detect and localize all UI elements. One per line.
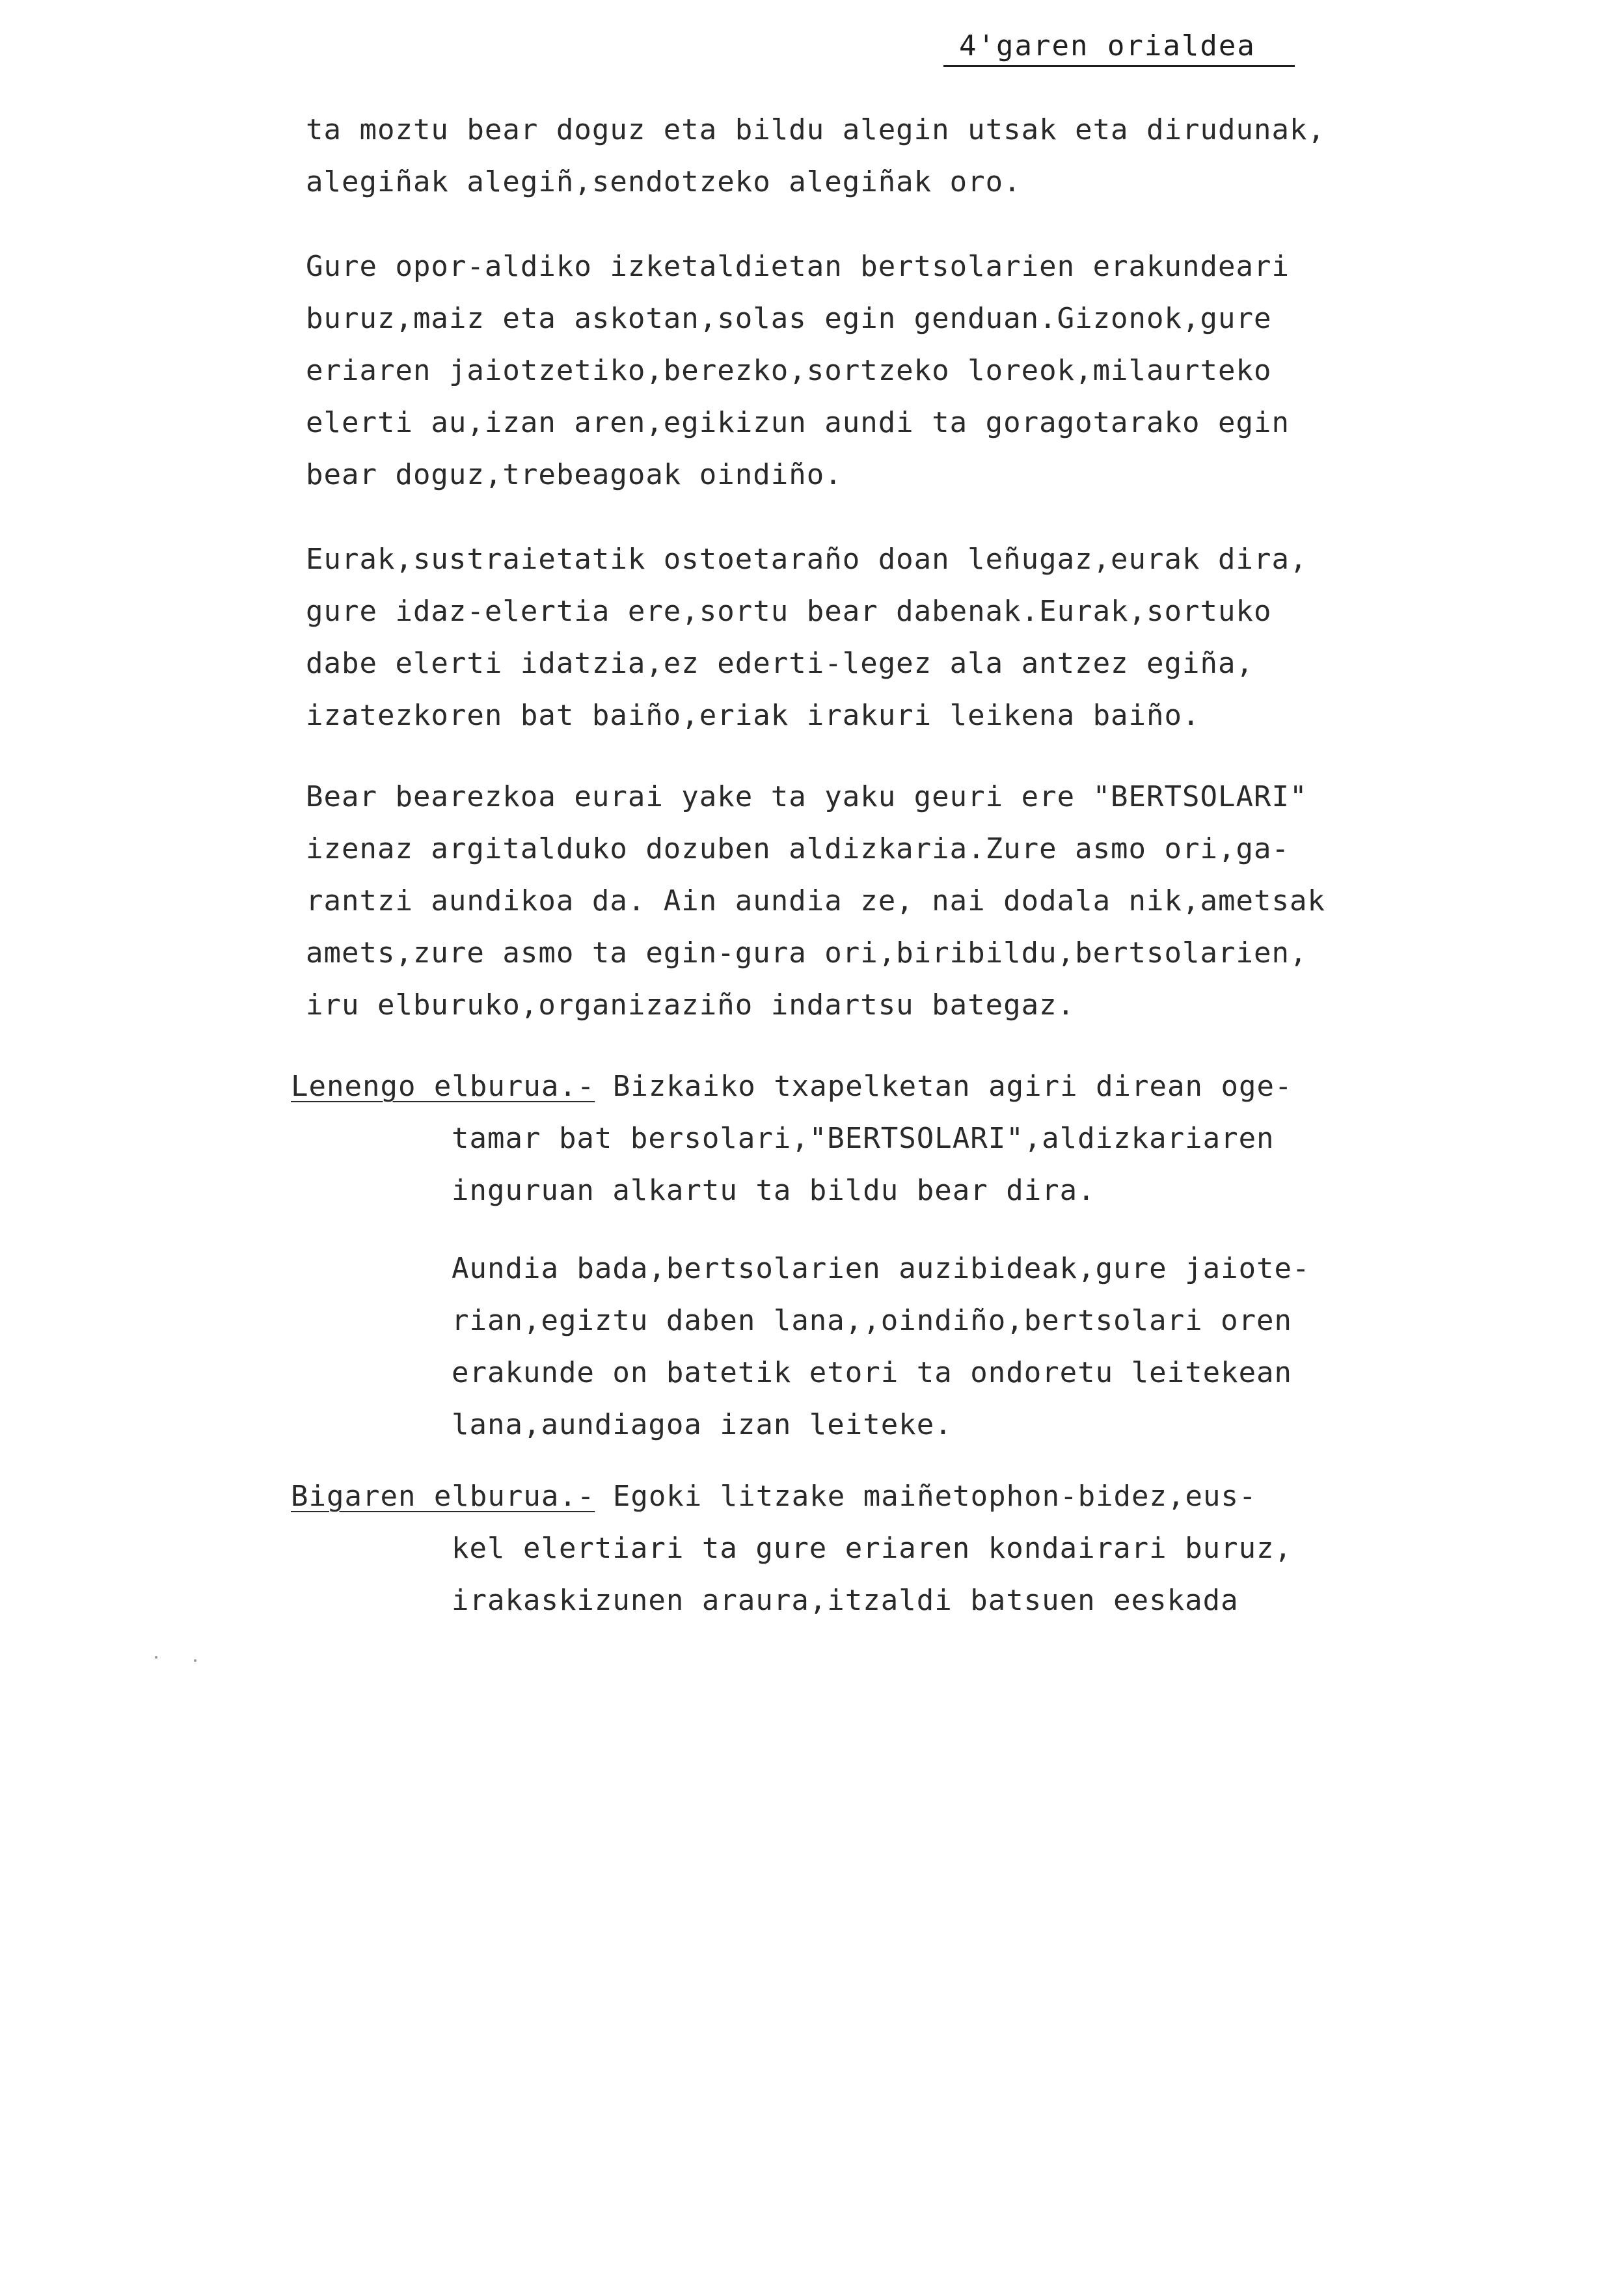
- text-line: lana,aundiagoa izan leiteke.: [452, 1408, 953, 1441]
- text-line: ta moztu bear doguz eta bildu alegin utsak eta dirudunak,: [306, 113, 1325, 146]
- text-line: alegiñak alegiñ,sendotzeko alegiñak oro.: [306, 165, 1022, 198]
- section-text: Bizkaiko txapelketan agiri direan oge-: [595, 1070, 1293, 1103]
- text-line: erakunde on batetik etori ta ondoretu leitekean: [452, 1356, 1293, 1389]
- text-line: irakaskizunen araura,itzaldi batsuen eeskada: [452, 1584, 1239, 1617]
- text-line: elerti au,izan aren,egikizun aundi ta goragotarako egin: [306, 406, 1290, 439]
- text-line: Eurak,sustraietatik ostoetaraño doan leñugaz,eurak dira,: [306, 543, 1308, 576]
- section-first-goal-continuation: [452, 1243, 1310, 1451]
- page-number: 4'garen orialdea: [943, 27, 1295, 67]
- text-line: tamar bat bersolari,"BERTSOLARI",aldizkariaren: [452, 1122, 1275, 1155]
- text-line: izenaz argitalduko dozuben aldizkaria.Zure asmo ori,ga-: [306, 832, 1290, 865]
- text-line: izatezkoren bat baiño,eriak irakuri leikena baiño.: [306, 699, 1200, 732]
- text-line: bear doguz,trebeagoak oindiño.: [306, 458, 843, 491]
- text-line: amets,zure asmo ta egin-gura ori,biribildu,bertsolarien,: [306, 936, 1308, 970]
- text-line: rian,egiztu daben lana,,oindiño,bertsolari oren: [452, 1304, 1293, 1337]
- paragraph-4: [306, 771, 1325, 1031]
- section-text: Egoki litzake maiñetophon-bidez,eus-: [595, 1480, 1257, 1513]
- section-heading: Bigaren elburua.-: [291, 1480, 595, 1513]
- text-line: inguruan alkartu ta bildu bear dira.: [452, 1174, 1096, 1207]
- paragraph-3: [306, 534, 1307, 742]
- text-line: Aundia bada,bertsolarien auzibideak,gure jaiote-: [452, 1252, 1310, 1285]
- paragraph-2: [306, 241, 1290, 501]
- section-second-goal: [291, 1471, 1292, 1627]
- scan-speck: [194, 1659, 196, 1662]
- text-line: Gure opor-aldiko izketaldietan bertsolarien erakundeari: [306, 250, 1290, 283]
- text-line: iru elburuko,organizaziño indartsu bategaz.: [306, 988, 1076, 1022]
- text-line: buruz,maiz eta askotan,solas egin genduan.Gizonok,gure: [306, 302, 1272, 335]
- text-line: kel elertiari ta gure eriaren kondairari buruz,: [452, 1532, 1293, 1565]
- scan-speck: [155, 1656, 157, 1659]
- text-line: gure idaz-elertia ere,sortu bear dabenak.Eurak,sortuko: [306, 595, 1272, 628]
- section-first-line: [291, 1471, 1292, 1523]
- section-first-line: [291, 1061, 1292, 1113]
- text-line: dabe elerti idatzia,ez ederti-legez ala antzez egiña,: [306, 647, 1254, 680]
- text-line: rantzi aundikoa da. Ain aundia ze, nai dodala nik,ametsak: [306, 884, 1325, 917]
- section-first-goal: [291, 1061, 1292, 1217]
- section-heading: Lenengo elburua.-: [291, 1070, 595, 1103]
- text-line: eriaren jaiotzetiko,berezko,sortzeko loreok,milaurteko: [306, 354, 1272, 387]
- text-line: Bear bearezkoa eurai yake ta yaku geuri ere "BERTSOLARI": [306, 780, 1308, 813]
- paragraph-1: [306, 104, 1325, 208]
